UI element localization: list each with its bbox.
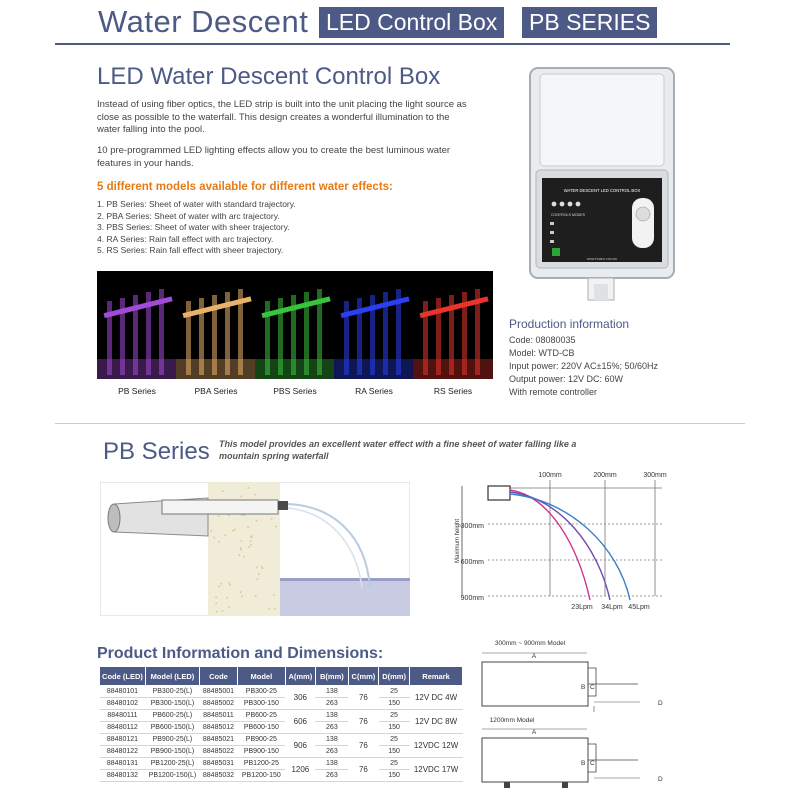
gallery-caption: RA Series	[355, 386, 393, 396]
graph-top-label: 200mm	[593, 472, 617, 479]
pb-series-title: PB Series	[103, 438, 210, 465]
cell: 88480131	[100, 758, 146, 770]
cell: 263	[315, 770, 348, 782]
panel-website: www.emaux.com.au	[586, 257, 618, 261]
gallery-caption: PBA Series	[194, 386, 238, 396]
cell: PB300-150	[237, 698, 285, 710]
production-line: With remote controller	[509, 387, 598, 397]
cell: 12VDC 12W	[410, 734, 463, 758]
cell: 138	[315, 686, 348, 698]
production-heading: Production information	[509, 317, 630, 331]
production-line: Code: 08080035	[509, 335, 576, 345]
gallery-caption: RS Series	[433, 386, 473, 396]
cell: 88480102	[100, 698, 146, 710]
cell: 150	[379, 722, 410, 734]
cell: PB1200-150	[237, 770, 285, 782]
cell: 76	[348, 686, 378, 710]
cell: 88485002	[199, 698, 237, 710]
cell: 12V DC 4W	[410, 686, 463, 710]
cell: 263	[315, 746, 348, 758]
list-item: 4. RA Series: Rain fall effect with arc trajectory.	[97, 233, 274, 244]
cell: 138	[315, 710, 348, 722]
cell: 76	[348, 734, 378, 758]
dim-d-label: D	[658, 776, 663, 783]
cell: 88485031	[199, 758, 237, 770]
cell: 150	[379, 698, 410, 710]
graph-top-label: 100mm	[538, 472, 562, 479]
cell: PB900-150	[237, 746, 285, 758]
cell: 25	[379, 686, 410, 698]
dim-d-label: D	[658, 700, 663, 707]
pb-series-description: This model provides an excellent water effect with a fine sheet of water falling like a mountain spring waterfall	[219, 439, 577, 461]
cell: 606	[285, 710, 315, 734]
production-line: Output power: 12V DC: 60W	[509, 374, 624, 384]
cell: 150	[379, 770, 410, 782]
header-rule	[55, 43, 730, 45]
list-item: 2. PBA Series: Sheet of water with arc trajectory.	[97, 210, 280, 221]
graph-flow-label: 34Lpm	[601, 604, 623, 611]
table-row	[100, 734, 463, 746]
list-item: 5. RS Series: Rain fall effect with sheer trajectory.	[97, 245, 284, 255]
cell: 138	[315, 758, 348, 770]
column-header: B(mm)	[315, 667, 348, 686]
gallery-caption: PB Series	[118, 386, 156, 396]
cell: 76	[348, 710, 378, 734]
dimensions-heading: Product Information and Dimensions:	[97, 645, 384, 662]
column-header: Model (LED)	[145, 667, 199, 686]
gallery-image-pbs	[255, 271, 335, 379]
table-row	[100, 758, 463, 770]
graph-left-label: 600mm	[460, 559, 484, 566]
cell: 88480101	[100, 686, 146, 698]
cell: 263	[315, 722, 348, 734]
header-title: Water Descent	[98, 4, 309, 39]
list-item: 1. PB Series: Sheet of water with standard trajectory.	[97, 199, 296, 209]
list-item: 3. PBS Series: Sheet of water with sheer trajectory.	[97, 222, 290, 232]
cell: 25	[379, 710, 410, 722]
column-header: C(mm)	[348, 667, 378, 686]
column-header: Model	[237, 667, 285, 686]
models-list	[97, 199, 296, 257]
table-row	[100, 686, 463, 698]
cell: PB1200-150(L)	[145, 770, 199, 782]
cell: 88485032	[199, 770, 237, 782]
waterfall-illustration	[100, 482, 410, 616]
cell: 25	[379, 758, 410, 770]
table-header-row	[100, 667, 463, 686]
cell: 88480112	[100, 722, 146, 734]
cell: 12V DC 8W	[410, 710, 463, 734]
table-row	[100, 746, 463, 758]
header-tag-control-box: LED Control Box	[319, 7, 504, 38]
dim-a-label: A	[531, 729, 537, 736]
graph-axis-label: Maximum height	[455, 518, 461, 564]
dimensions-table	[99, 666, 463, 782]
control-box-image	[528, 66, 676, 312]
gallery-image-pba	[176, 271, 256, 379]
table-row	[100, 770, 463, 782]
intro-paragraph-1: Instead of using fiber optics, the LED strip is built into the unit placing the light source as close as possible to the waterfall. This design creates a wonderful illumination to the water falling into the pool.	[97, 99, 467, 135]
dim-b-label: B	[581, 760, 586, 767]
dim-b-label: B	[581, 684, 586, 691]
column-header: Code	[199, 667, 237, 686]
dim-a-label: A	[531, 653, 537, 660]
flow-graph	[450, 466, 670, 616]
gallery-image-pb	[97, 271, 177, 379]
cell: 88480111	[100, 710, 146, 722]
header-tag-series: PB SERIES	[522, 7, 657, 38]
cell: 88480132	[100, 770, 146, 782]
table-row	[100, 722, 463, 734]
cell: PB900-150(L)	[145, 746, 199, 758]
cell: PB600-150	[237, 722, 285, 734]
cell: 306	[285, 686, 315, 710]
cell: 1206	[285, 758, 315, 782]
cell: 88485022	[199, 746, 237, 758]
cell: PB1200-25	[237, 758, 285, 770]
cell: 906	[285, 734, 315, 758]
panel-title: WATER DESCENT LED CONTROL BOX	[563, 188, 641, 193]
column-header: A(mm)	[285, 667, 315, 686]
table-row	[100, 698, 463, 710]
cell: 88480122	[100, 746, 146, 758]
cell: 88485021	[199, 734, 237, 746]
diagram-model-label: 1200mm Model	[489, 717, 535, 724]
column-header: D(mm)	[379, 667, 410, 686]
production-line: Model: WTD-CB	[509, 348, 575, 358]
models-heading: 5 different models available for different water effects:	[97, 181, 393, 193]
cell: 25	[379, 734, 410, 746]
section-divider	[55, 423, 745, 424]
cell: PB300-25(L)	[145, 686, 199, 698]
production-line: Input power: 220V AC±15%; 50/60Hz	[509, 361, 659, 371]
cell: PB600-25	[237, 710, 285, 722]
cell: 150	[379, 746, 410, 758]
column-header: Code (LED)	[100, 667, 146, 686]
cell: PB300-150(L)	[145, 698, 199, 710]
gallery-image-ra	[334, 271, 414, 379]
panel-subtitle: CONTROLS MODES	[550, 213, 586, 217]
diagram-model-label: 300mm ~ 900mm Model	[494, 640, 566, 647]
cell: 263	[315, 698, 348, 710]
intro-paragraph-2: 10 pre-programmed LED lighting effects allow you to create the best luminous water features in your hands.	[97, 145, 451, 169]
dimension-diagrams	[470, 636, 680, 796]
cell: 88485012	[199, 722, 237, 734]
graph-flow-label: 23Lpm	[571, 604, 593, 611]
dim-c-label: C	[590, 684, 595, 691]
gallery-image-rs	[413, 271, 493, 379]
cell: PB900-25(L)	[145, 734, 199, 746]
cell: PB1200-25(L)	[145, 758, 199, 770]
graph-top-label: 300mm	[643, 472, 667, 479]
column-header: Remark	[410, 667, 463, 686]
graph-left-label: 900mm	[460, 595, 484, 602]
table-row	[100, 710, 463, 722]
cell: 76	[348, 758, 378, 782]
section-title: LED Water Descent Control Box	[97, 63, 441, 90]
cell: PB300-25	[237, 686, 285, 698]
cell: 88485001	[199, 686, 237, 698]
cell: 88485011	[199, 710, 237, 722]
cell: PB600-25(L)	[145, 710, 199, 722]
gallery-caption: PBS Series	[273, 386, 317, 396]
cell: 88480121	[100, 734, 146, 746]
cell: 138	[315, 734, 348, 746]
graph-left-label: 300mm	[460, 523, 484, 530]
cell: PB900-25	[237, 734, 285, 746]
cell: 12VDC 17W	[410, 758, 463, 782]
graph-flow-label: 45Lpm	[628, 604, 650, 611]
cell: PB600-150(L)	[145, 722, 199, 734]
dim-c-label: C	[590, 760, 595, 767]
